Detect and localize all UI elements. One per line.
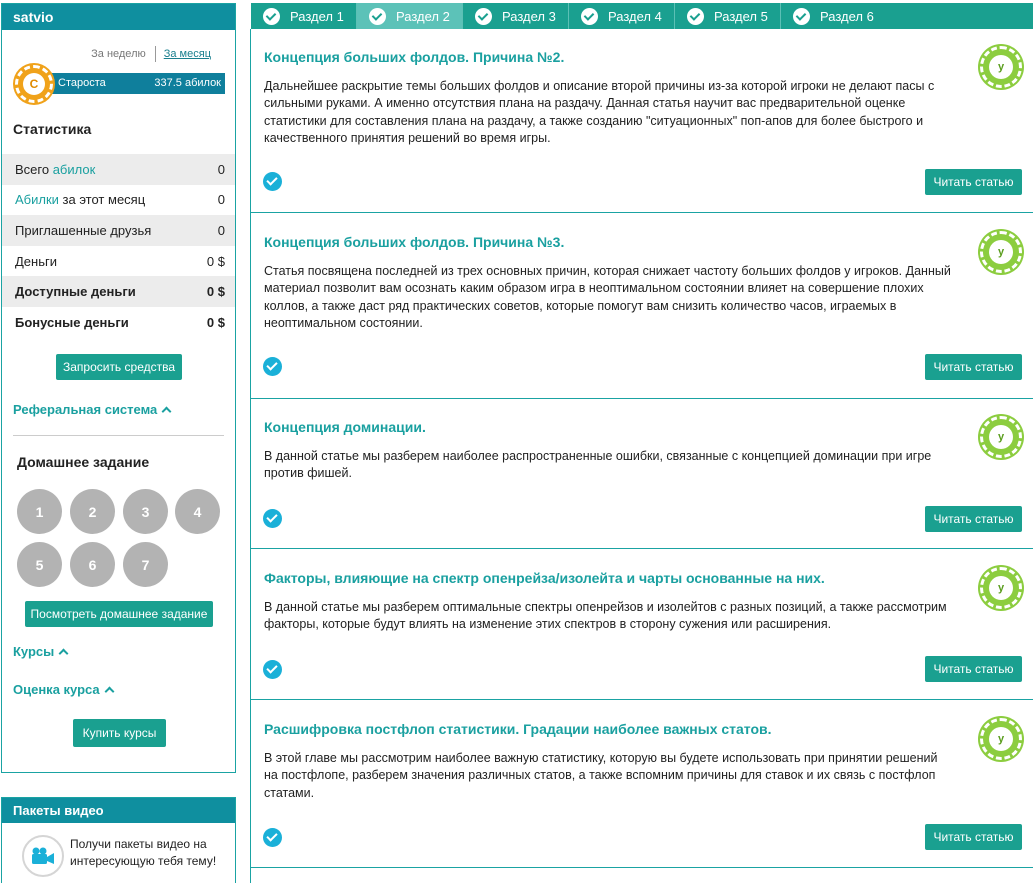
stat-row-month [2, 185, 235, 216]
completed-check-icon [263, 660, 282, 679]
tab-section-5[interactable] [675, 3, 781, 29]
stat-label: Деньги [15, 253, 57, 269]
article-title[interactable]: Расшифровка постфлоп статистики. Градации наиболее важных статов. [264, 721, 772, 737]
period-week-link[interactable]: За неделю [91, 48, 146, 60]
level-badge-icon [980, 718, 1022, 760]
tab-label: Раздел 1 [290, 8, 344, 24]
articles-list [250, 29, 1033, 883]
check-icon [687, 8, 704, 25]
check-icon [581, 8, 598, 25]
article-description: В данной статье мы разберем наиболее распространенные ошибки, связанные с концепцией доминации при игре против фишей. [264, 449, 932, 481]
stat-row-available-money [2, 276, 235, 307]
rank-points: 337.5 абилок [154, 77, 221, 89]
rank-chip-letter: С [23, 73, 45, 95]
article-description: В данной статье мы разберем оптимальные спектры опенрейзов и изолейтов с разных позиций, а также рассмотрим факторы, которые будут влиять на изменение этих спектров в сторону сужения или расширения. [264, 600, 947, 632]
homework-item-5[interactable]: 5 [17, 542, 62, 587]
article-card [251, 213, 1033, 399]
article-title[interactable]: Факторы, влияющие на спектр опенрейза/изолейта и чарты основанные на них. [264, 570, 825, 586]
referral-label: Реферальная система [13, 402, 158, 417]
courses-label: Курсы [13, 644, 55, 659]
stat-label: Абилки за этот месяц [15, 192, 146, 208]
view-homework-button[interactable]: Посмотреть домашнее задание [25, 601, 213, 627]
check-icon [263, 8, 280, 25]
stat-row-money [2, 246, 235, 277]
read-article-button[interactable]: Читать статью [925, 354, 1022, 380]
stat-value: 0 [217, 222, 225, 238]
level-badge-letter: у [989, 240, 1013, 264]
chevron-up-icon [59, 649, 69, 659]
period-month-link[interactable]: За месяц [163, 48, 211, 60]
stat-value: 0 $ [206, 253, 225, 269]
homework-item-1[interactable]: 1 [17, 489, 62, 534]
tab-label: Раздел 2 [396, 8, 450, 24]
level-badge-icon [980, 567, 1022, 609]
tab-label: Раздел 6 [820, 8, 874, 24]
level-badge-letter: у [989, 55, 1013, 79]
article-description: В этой главе мы рассмотрим наиболее важную статистику, которую вы будете использовать при принятии решений на постфлопе, разберем значения различных статов, а также вспомним причины для ставок и их связь с постфлоп статами. [264, 751, 938, 800]
article-title[interactable]: Концепция больших фолдов. Причина №2. [264, 49, 565, 65]
article-description: Статья посвящена последней из трех основных причин, которая снижает частоту больших фолдов у игроков. Данный материал позволит вам осознать каким образом игра в неоптимальном состоянии влияет на совершение плохих коллов, а также даст ряд практических советов, которые помогут вам снизить количество часов, играемых в неоптимальном состоянии. [264, 264, 951, 330]
level-badge-icon [980, 416, 1022, 458]
read-article-button[interactable]: Читать статью [925, 656, 1022, 682]
course-rating-toggle[interactable] [13, 682, 113, 697]
stat-label: Доступные деньги [15, 284, 136, 300]
buy-courses-button[interactable]: Купить курсы [73, 719, 166, 747]
check-icon [475, 8, 492, 25]
tab-section-4[interactable] [569, 3, 675, 29]
tab-section-3[interactable] [463, 3, 569, 29]
read-article-button[interactable]: Читать статью [925, 506, 1022, 532]
level-badge-icon [980, 46, 1022, 88]
homework-title: Домашнее задание [17, 454, 150, 470]
divider [13, 435, 224, 436]
stat-row-total [2, 154, 235, 185]
level-badge-letter: у [989, 727, 1013, 751]
article-title[interactable]: Концепция больших фолдов. Причина №3. [264, 234, 565, 250]
referral-toggle[interactable] [13, 402, 170, 417]
rank-bar [42, 73, 225, 94]
completed-check-icon [263, 172, 282, 191]
stat-label: Бонусные деньги [15, 314, 129, 330]
check-icon [369, 8, 386, 25]
stat-value: 0 [217, 161, 225, 177]
tab-section-1[interactable] [251, 3, 357, 29]
request-funds-button[interactable]: Запросить средства [56, 354, 182, 380]
level-badge-letter: у [989, 576, 1013, 600]
tab-section-6[interactable] [781, 3, 887, 29]
rank-chip-icon [15, 65, 53, 103]
video-header: Пакеты видео [2, 798, 235, 823]
chevron-up-icon [162, 407, 172, 417]
read-article-button[interactable]: Читать статью [925, 169, 1022, 195]
tab-label: Раздел 3 [502, 8, 556, 24]
section-tabs [251, 3, 1033, 29]
video-camera-icon [22, 835, 64, 877]
read-article-button[interactable]: Читать статью [925, 824, 1022, 850]
completed-check-icon [263, 828, 282, 847]
abilki-month-link[interactable]: Абилки [15, 192, 59, 208]
level-badge-icon [980, 231, 1022, 273]
video-packages-box [1, 797, 236, 883]
period-divider [155, 46, 156, 62]
rank-title: Староста [58, 77, 106, 89]
abilki-link[interactable]: абилок [52, 161, 96, 177]
video-promo-text: Получи пакеты видео на интересующую тебя тему! [70, 837, 217, 868]
stat-row-friends [2, 215, 235, 246]
period-switch [91, 46, 211, 62]
stats-title: Статистика [13, 121, 92, 137]
article-card [251, 29, 1033, 213]
tab-label: Раздел 5 [714, 8, 768, 24]
stat-value: 0 $ [206, 314, 225, 330]
check-icon [793, 8, 810, 25]
article-title[interactable]: Концепция доминации. [264, 419, 426, 435]
article-description: Дальнейшее раскрытие темы больших фолдов и описание второй причины из-за которой игроки не делают пасы с сильными руками. А именно отсутствия плана на раздачу. Данная статья научит вас предварительной оценке статистики для составления плана на раздачу, а также созданию "ситуационных" поп-апов для более быстрого и качественного принятия решений во время игры. [264, 79, 935, 145]
stat-row-bonus-money [2, 307, 235, 338]
homework-item-4[interactable]: 4 [175, 489, 220, 534]
chevron-up-icon [104, 687, 114, 697]
stat-label: Всего абилок [15, 161, 96, 177]
tab-section-2[interactable] [357, 3, 463, 29]
stats-table [2, 154, 235, 338]
courses-toggle[interactable] [13, 644, 67, 659]
stat-value: 0 $ [206, 284, 225, 300]
completed-check-icon [263, 509, 282, 528]
level-badge-letter: у [989, 425, 1013, 449]
tab-label: Раздел 4 [608, 8, 662, 24]
article-card [251, 700, 1033, 868]
completed-check-icon [263, 357, 282, 376]
user-sidebar [1, 3, 236, 773]
article-card [251, 399, 1033, 549]
homework-item-7[interactable]: 7 [123, 542, 168, 587]
username-header: satvio [2, 4, 235, 30]
article-card [251, 549, 1033, 700]
stat-label: Приглашенные друзья [15, 222, 152, 238]
course-rating-label: Оценка курса [13, 682, 100, 697]
homework-item-2[interactable]: 2 [70, 489, 115, 534]
homework-item-3[interactable]: 3 [123, 489, 168, 534]
homework-item-6[interactable]: 6 [70, 542, 115, 587]
stat-value: 0 [217, 192, 225, 208]
